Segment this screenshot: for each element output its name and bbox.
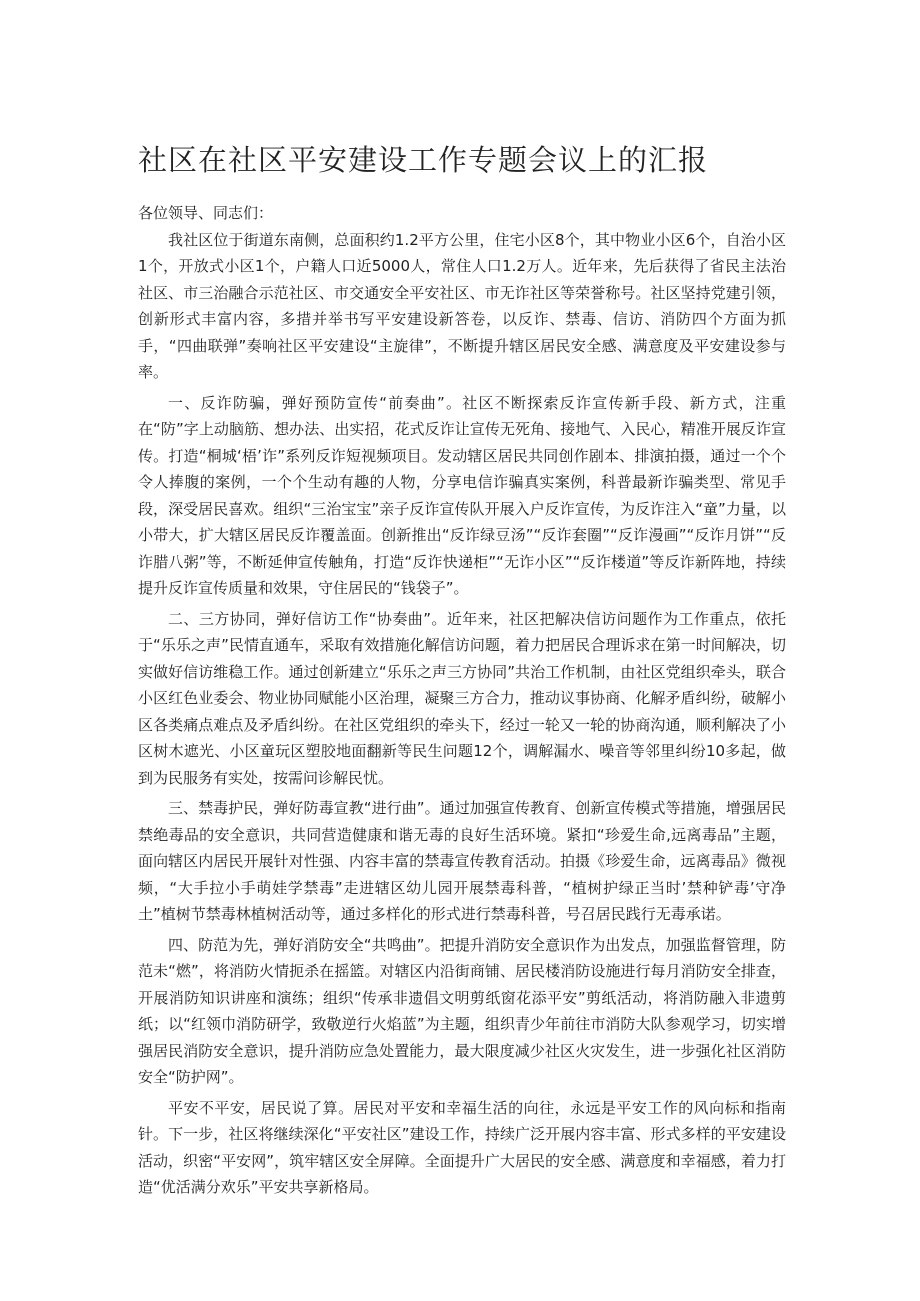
salutation: 各位领导、同志们： [138, 204, 274, 222]
paragraph-fire-safety: 四、防范为先，弹好消防安全“共鸣曲”。把提升消防安全意识作为出发点，加强监督管理，防范未“燃”，将消防火情扼杀在摇篮。对辖区内沿街商铺、居民楼消防设施进行每月消防安全排查，开展消防知识讲座和演练；组织“传承非遗倡文明剪纸窗花添平安”剪纸活动，将消防融入非遗剪纸；以“红领巾消防研学，致敬逆行火焰蓝”为主题，组织青少年前往市消防大队参观学习，切实增强居民消防安全意识，提升消防应急处置能力，最大限度减少社区火灾发生，进一步强化社区消防安全“防护网”。 [138, 935, 786, 1086]
paragraph-conclusion: 平安不平安，居民说了算。居民对平安和幸福生活的向往，永远是平安工作的风向标和指南针。下一步，社区将继续深化“平安社区”建设工作，持续广泛开展内容丰富、形式多样的平安建设活动，织密“平安网”，筑牢辖区安全屏障。全面提升广大居民的安全感、满意度和幸福感，着力打造“优活满分欢乐”平安共享新格局。 [138, 1098, 786, 1196]
paragraph-anti-fraud: 一、反诈防骗，弹好预防宣传“前奏曲”。社区不断探索反诈宣传新手段、新方式，注重在“防”字上动脑筋、想办法、出实招，花式反诈让宣传无死角、接地气、入民心，精准开展反诈宣传。打造“桐城‘梧’诈”系列反诈短视频项目。发动辖区居民共同创作剧本、排演拍摄，通过一个个令人捧腹的案例，一个个生动有趣的人物，分享电信诈骗真实案例，科普最新诈骗类型、常见手段，深受居民喜欢。组织“三治宝宝”亲子反诈宣传队开展入户反诈宣传，为反诈注入“童”力量，以小带大，扩大辖区居民反诈覆盖面。创新推出“反诈绿豆汤”“反诈套圈”“反诈漫画”“反诈月饼”“反诈腊八粥”等，不断延伸宣传触角，打造“反诈快递柜”“无诈小区”“反诈楼道”等反诈新阵地，持续提升反诈宣传质量和效果，守住居民的“钱袋子”。 [138, 393, 786, 597]
document-body [138, 200, 786, 1205]
paragraph-anti-drug: 三、禁毒护民，弹好防毒宣教“进行曲”。通过加强宣传教育、创新宣传模式等措施，增强居民禁绝毒品的安全意识，共同营造健康和谐无毒的良好生活环境。紧扣“珍爱生命,远离毒品”主题，面向辖区内居民开展针对性强、内容丰富的禁毒宣传教育活动。拍摄《珍爱生命，远离毒品》微视频，“大手拉小手萌娃学禁毒”走进辖区幼儿园开展禁毒科普，“植树护绿正当时’禁种铲毒’守净土”植树节禁毒林植树活动等，通过多样化的形式进行禁毒科普，号召居民践行无毒承诺。 [138, 799, 786, 923]
document-title: 社区在社区平安建设工作专题会议上的汇报 [138, 143, 709, 177]
paragraph-petition: 二、三方协同，弹好信访工作“协奏曲”。近年来，社区把解决信访问题作为工作重点，依托于“乐乐之声”民情直通车，采取有效措施化解信访问题，着力把居民合理诉求在第一时间解决，切实做好信访维稳工作。通过创新建立“乐乐之声三方协同”共治工作机制，由社区党组织牵头，联合小区红色业委会、物业协同赋能小区治理，凝聚三方合力，推动议事协商、化解矛盾纠纷，破解小区各类痛点难点及矛盾纠纷。在社区党组织的牵头下，经过一轮又一轮的协商沟通，顺利解决了小区树木遮光、小区童玩区塑胶地面翻新等民生问题12个，调解漏水、噪音等邻里纠纷10多起，做到为民服务有实处，按需问诊解民忧。 [138, 609, 786, 787]
paragraph-intro: 我社区位于街道东南侧，总面积约1.2平方公里，住宅小区8个，其中物业小区6个，自治小区1个，开放式小区1个，户籍人口近5000人，常住人口1.2万人。近年来，先后获得了省民主法治社区、市三治融合示范社区、市交通安全平安社区、市无诈社区等荣誉称号。社区坚持党建引领，创新形式丰富内容，多措并举书写平安建设新答卷，以反诈、禁毒、信访、消防四个方面为抓手，“四曲联弹”奏响社区平安建设“主旋律”，不断提升辖区居民安全感、满意度及平安建设参与率。 [138, 230, 786, 381]
